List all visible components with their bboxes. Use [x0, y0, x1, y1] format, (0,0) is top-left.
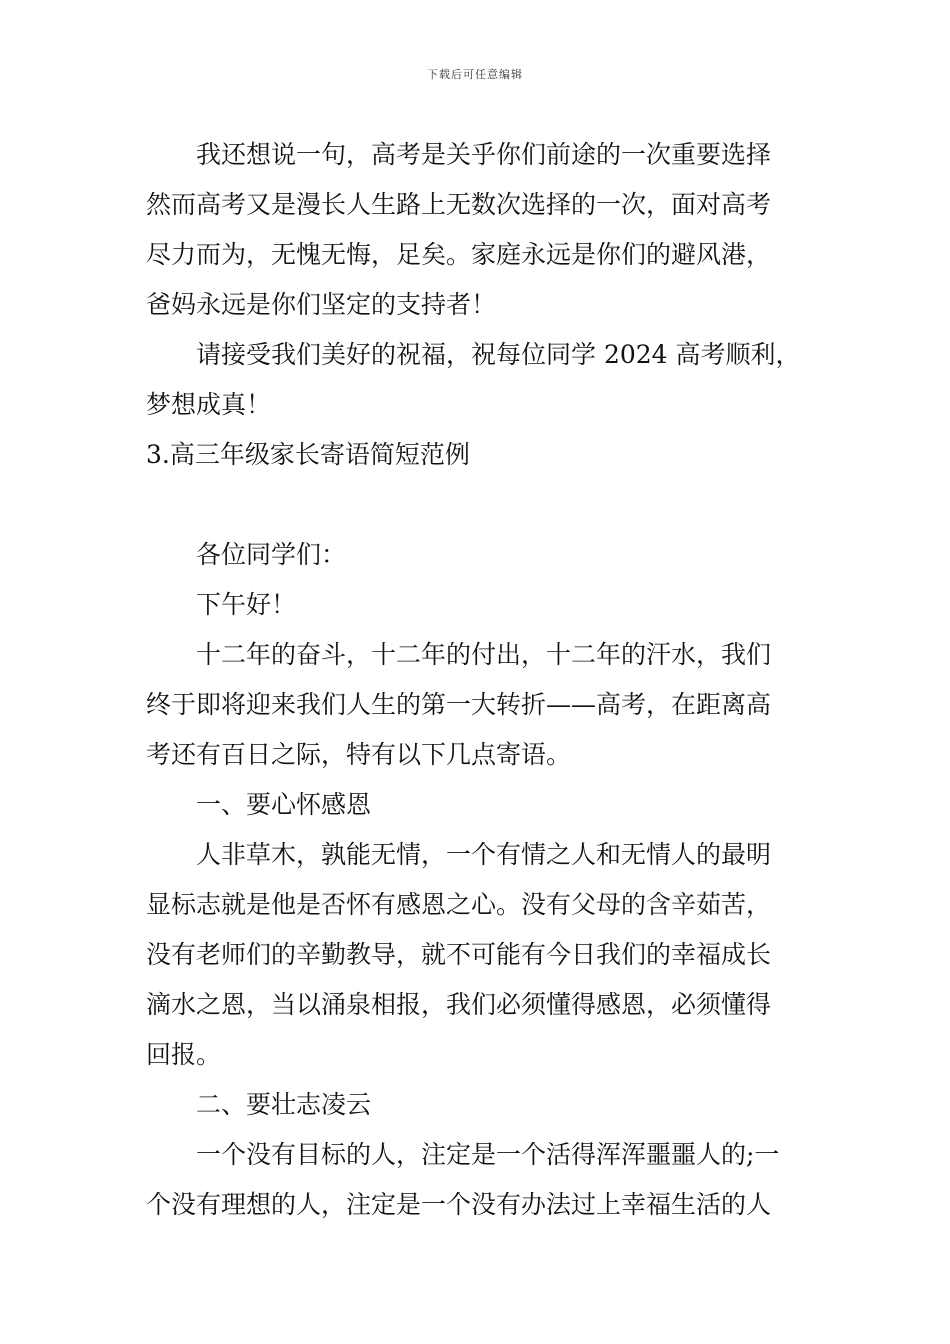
section-heading: 3.高三年级家长寄语简短范例 — [146, 440, 470, 469]
paragraph-line: 个没有理想的人，注定是一个没有办法过上幸福生活的人 — [146, 1190, 772, 1219]
paragraph-line: 显标志就是他是否怀有感恩之心。没有父母的含辛茹苦， — [146, 890, 772, 919]
paragraph-line: 十二年的奋斗，十二年的付出，十二年的汗水，我们 — [196, 640, 772, 669]
subsection-heading: 一、要心怀感恩 — [196, 790, 372, 819]
paragraph-line: 人非草木，孰能无情，一个有情之人和无情人的最明 — [196, 840, 772, 869]
paragraph-line: 梦想成真！ — [146, 390, 272, 419]
salutation: 各位同学们： — [196, 540, 347, 569]
document-body — [146, 130, 812, 1230]
paragraph-line: 尽力而为，无愧无悔，足矣。家庭永远是你们的避风港， — [146, 240, 772, 269]
paragraph-line: 一个没有目标的人，注定是一个活得浑浑噩噩人的;一 — [196, 1140, 780, 1169]
paragraph-line: 我还想说一句，高考是关乎你们前途的一次重要选择 — [196, 140, 772, 169]
paragraph-line: 然而高考又是漫长人生路上无数次选择的一次，面对高考 — [146, 190, 772, 219]
subsection-heading: 二、要壮志凌云 — [196, 1090, 372, 1119]
greeting: 下午好！ — [196, 590, 297, 619]
paragraph-line: 请接受我们美好的祝福，祝每位同学 2024 高考顺利， — [196, 340, 801, 369]
paragraph-line: 终于即将迎来我们人生的第一大转折——高考，在距离高 — [146, 690, 772, 719]
paragraph-line: 考还有百日之际，特有以下几点寄语。 — [146, 740, 572, 769]
paragraph-line: 爸妈永远是你们坚定的支持者！ — [146, 290, 497, 319]
paragraph-line: 没有老师们的辛勤教导，就不可能有今日我们的幸福成长 — [146, 940, 772, 969]
blank-line — [146, 480, 812, 530]
paragraph-line: 滴水之恩，当以涌泉相报，我们必须懂得感恩，必须懂得 — [146, 990, 772, 1019]
page-header-note: 下载后可任意编辑 — [427, 68, 523, 81]
paragraph-line: 回报。 — [146, 1040, 222, 1069]
